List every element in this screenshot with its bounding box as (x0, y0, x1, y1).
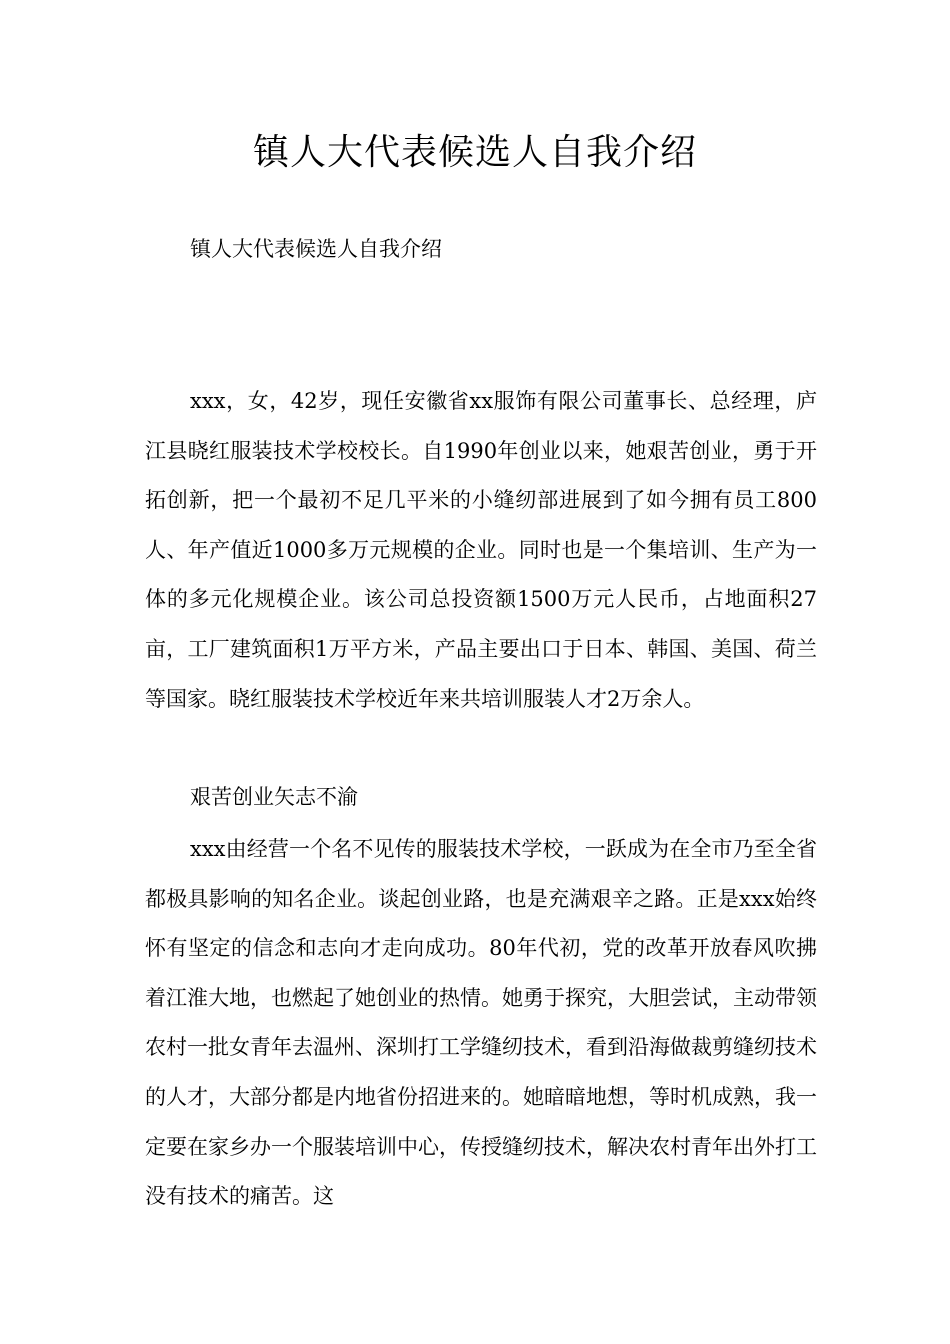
section-heading: 艰苦创业矢志不渝 (190, 785, 358, 809)
paragraph-entrepreneurship: xxx由经营一个名不见传的服装技术学校，一跃成为在全市乃至全省都极具影响的知名企业。谈起创业路，也是充满艰辛之路。正是xxx始终怀有坚定的信念和志向才走向成功。80年代初，党的改革开放春风吹拂着江淮大地，也燃起了她创业的热情。她勇于探究，大胆尝试，主动带领农村一批女青年去温州、深圳打工学缝纫技术，看到沿海做裁剪缝纫技术的人才，大部分都是内地省份招进来的。她暗暗地想，等时机成熟，我一定要在家乡办一个服装培训中心，传授缝纫技术，解决农村青年出外打工没有技术的痛苦。这 (145, 837, 817, 1209)
document-title: 镇人大代表候选人自我介绍 (252, 132, 697, 173)
document-subtitle: 镇人大代表候选人自我介绍 (190, 237, 442, 261)
paragraph-intro: xxx，女，42岁，现任安徽省xx服饰有限公司董事长、总经理，庐江县晓红服装技术学校校长。自1990年创业以来，她艰苦创业，勇于开拓创新，把一个最初不足几平米的小缝纫部进展到了如今拥有员工800人、年产值近1000多万元规模的企业。同时也是一个集培训、生产为一体的多元化规模企业。该公司总投资额1500万元人民币，占地面积27亩，工厂建筑面积1万平方米，产品主要出口于日本、韩国、美国、荷兰等国家。晓红服装技术学校近年来共培训服装人才2万余人。 (145, 389, 817, 711)
